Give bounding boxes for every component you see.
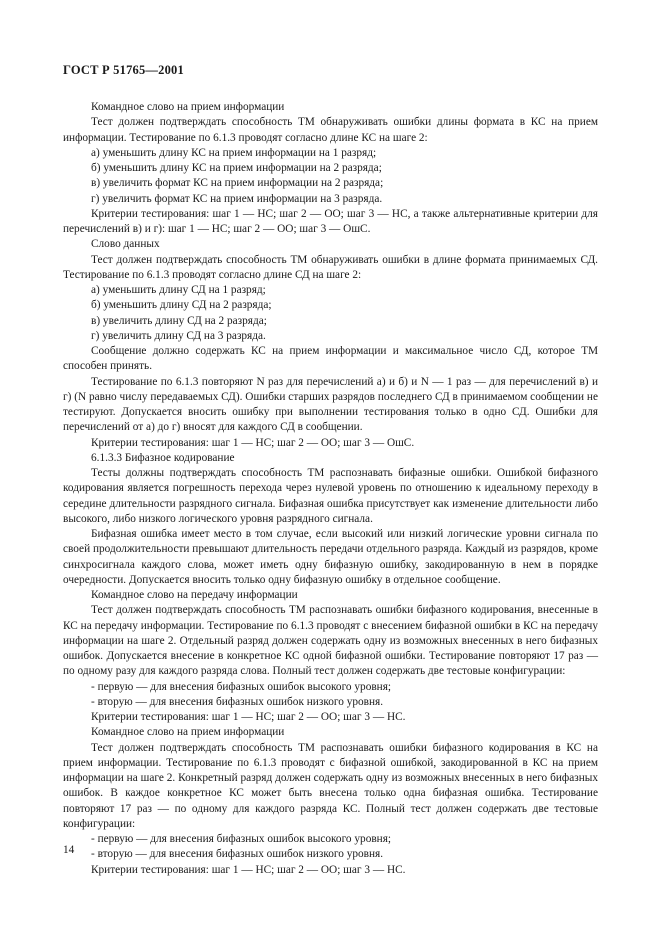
paragraph: Тест должен подтверждать способность ТМ распознавать ошибки бифазного кодирования в КС на прием информации. Тестирование по 6.1.3 проводят с бифазной ошибкой, закодированной в КС на прием информации на шаге 2. Конкретный разряд должен содержать одну из возможных внесенных в него бифазных ошибок. В каждое конкретное КС может быть внесена только одна бифазная ошибка. Тестирование повторяют 17 раз — по одному для каждого разряда КС. Полный тест должен содержать две тестовые конфигурации:: [63, 741, 598, 830]
paragraph: а) уменьшить длину СД на 1 разряд;: [91, 284, 266, 296]
paragraph: Критерии тестирования: шаг 1 — НС; шаг 2 — ОО; шаг 3 — НС.: [91, 711, 406, 723]
paragraph: - вторую — для внесения бифазных ошибок низкого уровня.: [91, 848, 384, 861]
paragraph: Критерии тестирования: шаг 1 — НС; шаг 2 — ОО; шаг 3 — ОшС.: [91, 436, 415, 449]
paragraph: в) увеличить длину СД на 2 разряда;: [91, 314, 267, 327]
paragraph: в) увеличить формат КС на прием информации на 2 разряда;: [91, 177, 384, 190]
paragraph: Командное слово на прием информации: [91, 726, 285, 739]
paragraph: Критерии тестирования: шаг 1 — НС; шаг 2 — ОО; шаг 3 — НС, а также альтернативные критерии для перечислений в) и г): шаг 1 — НС; шаг 2 — ОО; шаг 3 — ОшС.: [63, 207, 598, 235]
paragraph: б) уменьшить длину СД на 2 разряда;: [91, 299, 272, 312]
paragraph: - первую — для внесения бифазных ошибок высокого уровня;: [91, 833, 392, 845]
paragraph: г) увеличить длину СД на 3 разряда.: [91, 329, 266, 342]
paragraph: 6.1.3.3 Бифазное кодирование: [91, 451, 235, 464]
paragraph: Критерии тестирования: шаг 1 — НС; шаг 2 — ОО; шаг 3 — НС.: [91, 863, 406, 876]
paragraph: Тест должен подтверждать способность ТМ распознавать ошибки бифазного кодирования, внесенные в КС на передачу информации. Тестирование по 6.1.3 проводят с внесением бифазной ошибки в КС на передачу информации на шаге 2. Отдельный разряд должен содержать одну из возможных внесенных в него бифазных ошибок. Допускается внесение в конкретное КС одной бифазной ошибки. Тестирование повторяют 17 раз — по одному разу для каждого разряда слова. Полный тест должен содержать две тестовые конфигурации:: [63, 604, 598, 678]
paragraph: а) уменьшить длину КС на прием информации на 1 разряд;: [91, 146, 377, 159]
paragraph: Тесты должны подтверждать способность ТМ распознавать бифазные ошибки. Ошибкой бифазного кодирования является погрешность перехода через нулевой уровень по отношению к идеальному переходу в середине длительности разрядного сигнала. Бифазная ошибка присутствует как изменение длительности либо высокого, либо низкого логического уровня разрядного сигнала.: [63, 467, 598, 525]
paragraph: Тестирование по 6.1.3 повторяют N раз для перечислений а) и б) и N — 1 раз — для перечислений в) и г) (N равно числу передаваемых СД). Ошибки старших разрядов последнего СД в принимаемом сообщении не тестируют. Допускается вносить ошибку при выполнении тестирования только в одно СД. Ошибки для перечислений от а) до г) вносят для каждого СД в сообщении.: [63, 375, 598, 434]
page-number: 14: [63, 844, 75, 856]
paragraph: - вторую — для внесения бифазных ошибок низкого уровня.: [91, 695, 384, 708]
paragraph: - первую — для внесения бифазных ошибок высокого уровня;: [91, 680, 392, 693]
paragraph: Тест должен подтверждать способность ТМ обнаруживать ошибки в длине формата принимаемых СД. Тестирование по 6.1.3 проводят согласно длине СД на шаге 2:: [63, 253, 598, 281]
paragraph: б) уменьшить длину КС на прием информации на 2 разряда;: [91, 162, 382, 174]
paragraph: Бифазная ошибка имеет место в том случае, если высокий или низкий логические уровни сигнала по своей продолжительности превышают длительность передачи отдельного разряда. Каждый из разрядов, кроме синхросигнала каждого слова, может иметь одну бифазную ошибку, закодированную в нем в порядке очередности. Допускается вносить только одну бифазную ошибку в отдельное сообщение.: [63, 528, 598, 586]
page-header: ГОСТ Р 51765—2001: [63, 63, 184, 77]
paragraph: г) увеличить формат КС на прием информации на 3 разряда.: [91, 192, 383, 205]
paragraph: Слово данных: [91, 238, 160, 251]
body-text: [63, 100, 598, 878]
paragraph: Тест должен подтверждать способность ТМ обнаруживать ошибки длины формата в КС на прием информации. Тестирование по 6.1.3 проводят согласно длине КС на шаге 2:: [63, 116, 598, 144]
paragraph: Командное слово на прием информации: [91, 101, 285, 113]
paragraph: Сообщение должно содержать КС на прием информации и максимальное число СД, которое ТМ способен принять.: [63, 345, 598, 373]
paragraph: Командное слово на передачу информации: [91, 589, 298, 601]
